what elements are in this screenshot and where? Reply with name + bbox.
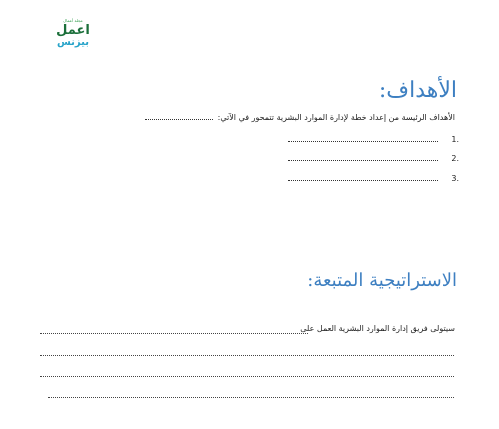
goal-item-fill-line — [288, 173, 438, 181]
goals-heading: الأهداف: — [378, 78, 457, 103]
goals-intro — [145, 112, 455, 122]
goal-item-number: .3 — [451, 174, 459, 183]
brand-logo — [56, 18, 90, 48]
goal-item-fill-line — [288, 134, 438, 142]
strategy-fill-line — [40, 376, 454, 377]
goal-item — [288, 134, 459, 144]
strategy-fill-line — [40, 355, 454, 356]
goal-item — [288, 173, 459, 183]
logo-wordmark-top: اعمل — [56, 23, 90, 38]
logo-tagline: مجلة أعمال — [63, 18, 83, 23]
strategy-intro: سيتولى فريق إدارة الموارد البشرية العمل على — [300, 324, 455, 333]
goal-item-number: .2 — [451, 154, 459, 163]
goal-item-number: .1 — [451, 135, 459, 144]
goal-item-fill-line — [288, 153, 438, 161]
strategy-heading: الاستراتيجية المتبعة: — [307, 270, 457, 291]
logo-wordmark-bottom: بيزنس — [57, 37, 89, 48]
strategy-fill-line — [48, 397, 454, 398]
strategy-intro-fill-line — [40, 333, 308, 334]
goals-intro-fill-line — [145, 112, 213, 120]
goals-intro-text: الأهداف الرئيسة من إعداد خطة لإدارة الموارد البشرية تتمحور في الآتي: — [217, 113, 455, 122]
goal-item — [288, 153, 459, 163]
